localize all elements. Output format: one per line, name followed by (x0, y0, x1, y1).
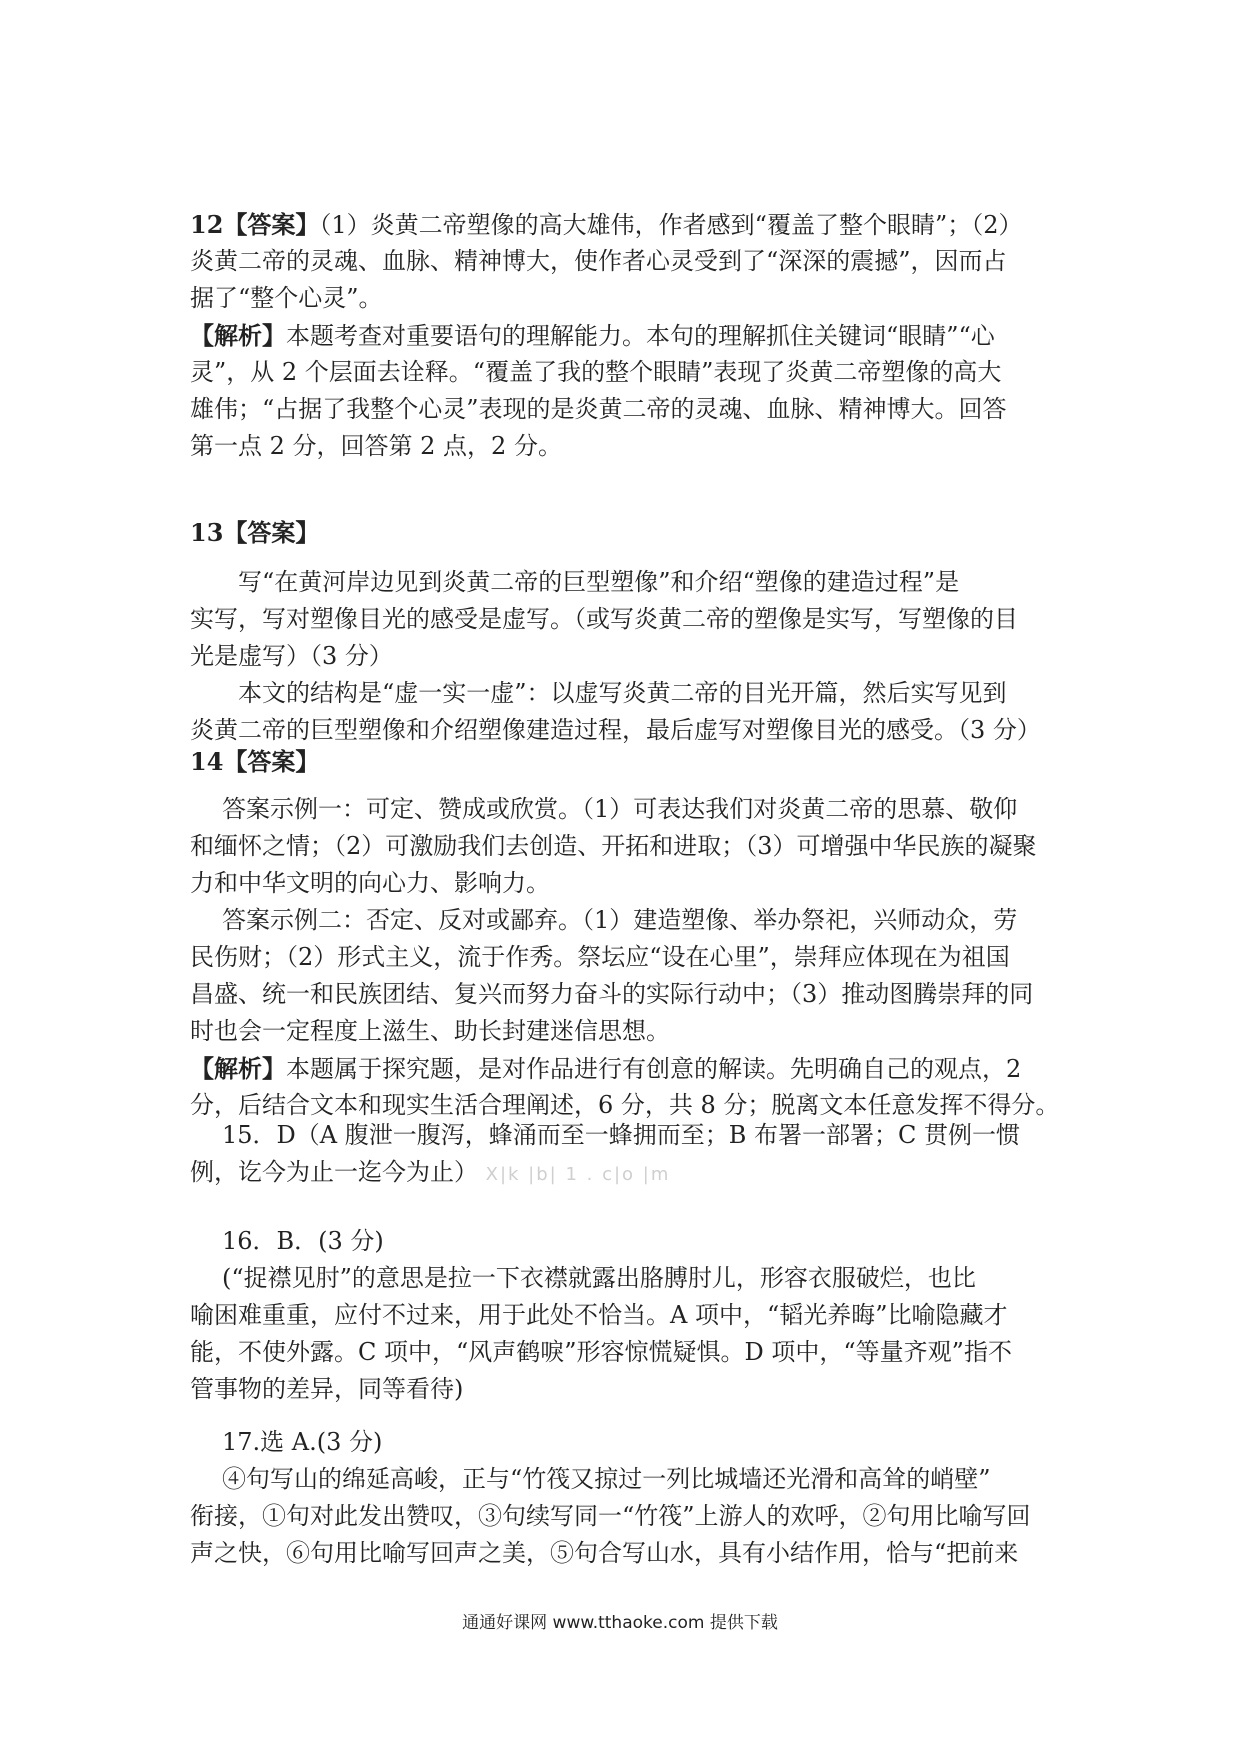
q17-block (190, 1424, 1070, 1572)
q16-block (190, 1223, 1070, 1408)
q14-example-line: 民伤财；（2）形式主义，流于作秀。祭坛应“设在心里”，崇拜应体现在为祖国 (190, 943, 1010, 971)
q14-example-line: 答案示例二：否定、反对或鄙弃。（1）建造塑像、举办祭祀，兴师动众，劳 (222, 906, 1018, 934)
q13-paragraph-line: 本文的结构是“虚一实一虚”：以虚写炎黄二帝的目光开篇，然后实写见到 (238, 679, 1007, 707)
q13-block (190, 514, 1070, 551)
q14-example-line: 和缅怀之情；（2）可激励我们去创造、开拓和进取；（3）可增强中华民族的凝聚 (190, 832, 1037, 860)
q17-line: ④句写山的绵延高峻，正与“竹筏又掠过一列比城墙还光滑和高耸的峭壁” (222, 1465, 991, 1493)
q17-line: 衔接，①句对此发出赞叹，③句续写同一“竹筏”上游人的欢呼，②句用比喻写回 (190, 1502, 1031, 1530)
q13-paragraph-line: 写“在黄河岸边见到炎黄二帝的巨型塑像”和介绍“塑像的建造过程”是 (238, 568, 960, 596)
q14-analysis-line: 分，后结合文本和现实生活合理阐述，6 分，共 8 分；脱离文本任意发挥不得分。 (190, 1091, 1060, 1119)
q13-body (190, 564, 1070, 749)
q13-paragraph-line: 实写，写对塑像目光的感受是虚写。（或写炎黄二帝的塑像是实写，写塑像的目 (190, 605, 1018, 633)
q17-line: 声之快，⑥句用比喻写回声之美，⑤句合写山水，具有小结作用，恰与“把前来 (190, 1539, 1019, 1567)
q12-block (190, 206, 1070, 465)
q16-line: 管事物的差异，同等看待) (190, 1375, 464, 1403)
q12-analysis-line: 第一点 2 分，回答第 2 点，2 分。 (190, 432, 562, 460)
q13-paragraph-line: 光是虚写）（3 分） (190, 642, 393, 670)
q13-paragraph-line: 炎黄二帝的巨型塑像和介绍塑像建造过程，最后虚写对塑像目光的感受。（3 分） (190, 716, 1041, 744)
q16-line: 喻困难重重，应付不过来，用于此处不恰当。A 项中，“韬光养晦”比喻隐藏才 (190, 1301, 1008, 1329)
q16-line: (“捉襟见肘”的意思是拉一下衣襟就露出胳膊肘儿，形容衣服破烂，也比 (222, 1264, 976, 1292)
q12-answer-line: （1）炎黄二帝塑像的高大雄伟，作者感到“覆盖了整个眼睛”；（2） (319, 211, 1023, 239)
q16-line: 能，不使外露。C 项中，“风声鹤唳”形容惊慌疑惧。D 项中，“等量齐观”指不 (190, 1338, 1012, 1366)
q12-answer-label: 12【答案】 (190, 210, 320, 239)
q14-example-line: 昌盛、统一和民族团结、复兴而努力奋斗的实际行动中；（3）推动图腾崇拜的同 (190, 980, 1034, 1008)
q14-block (190, 743, 1070, 780)
q12-answer-line: 炎黄二帝的灵魂、血脉、精神博大，使作者心灵受到了“深深的震撼”，因而占 (190, 247, 1007, 275)
q14-analysis-line: 本题属于探究题，是对作品进行有创意的解读。先明确自己的观点，2 (286, 1055, 1022, 1083)
q15-line: 例，讫今为止一迄今为止） (190, 1158, 478, 1186)
q14-analysis-label: 【解析】 (190, 1054, 286, 1083)
q14-example-line: 答案示例一：可定、赞成或欣赏。（1）可表达我们对炎黄二帝的思慕、敬仰 (222, 795, 1018, 823)
q12-analysis-label: 【解析】 (190, 321, 286, 350)
q14-answer-label: 14【答案】 (190, 747, 320, 776)
q13-answer-label: 13【答案】 (190, 518, 320, 547)
q14-body (190, 791, 1070, 1124)
q16-heading: 16．B．(3 分) (222, 1227, 384, 1255)
q15-line: 15．D（A 腹泄一腹泻，蜂涌而至一蜂拥而至；B 布署一部署；C 贯例一惯 (222, 1121, 1020, 1149)
q12-analysis-line: 雄伟；“占据了我整个心灵”表现的是炎黄二帝的灵魂、血脉、精神博大。回答 (190, 395, 1007, 423)
page-footer: 通通好课网 www.tthaoke.com 提供下载 (462, 1613, 778, 1633)
q17-heading: 17.选 A.(3 分) (222, 1428, 383, 1456)
q12-analysis-line: 本题考查对重要语句的理解能力。本句的理解抓住关键词“眼睛”“心 (286, 322, 995, 350)
q12-answer-line: 据了“整个心灵”。 (190, 284, 383, 312)
q15-block (190, 1117, 1070, 1191)
q14-example-line: 时也会一定程度上滋生、助长封建迷信思想。 (190, 1017, 670, 1045)
q12-analysis-line: 灵”，从 2 个层面去诠释。“覆盖了我的整个眼睛”表现了炎黄二帝塑像的高大 (190, 358, 1002, 386)
q14-example-line: 力和中华文明的向心力、影响力。 (190, 869, 550, 897)
watermark-text: X|k |b| 1 . c|o |m (485, 1164, 671, 1185)
